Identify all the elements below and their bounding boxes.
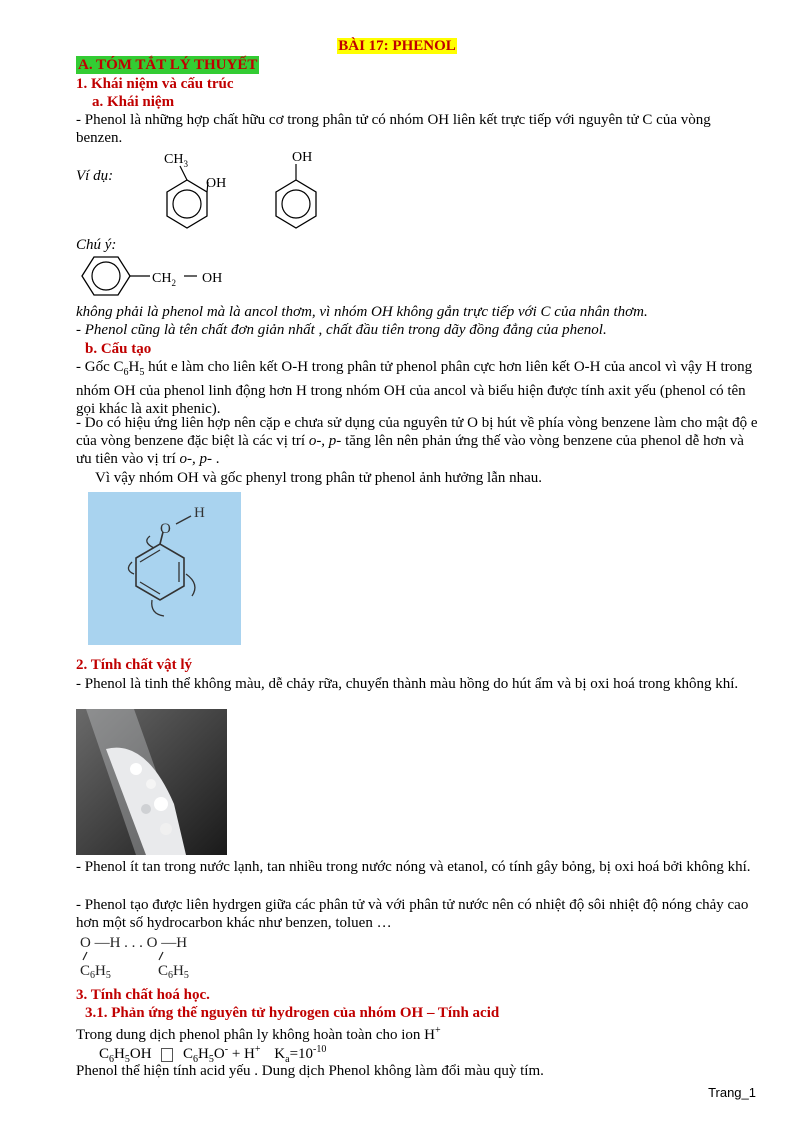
physical-paragraph-2: - Phenol ít tan trong nước lạnh, tan nhiều trong nước nóng và etanol, có tính gây bỏng, bị oxi hoá bởi không khí. <box>76 859 751 875</box>
benzyl-alcohol-structure <box>76 252 256 300</box>
heading-chemical-properties: 3. Tính chất hoá học. <box>76 987 210 1003</box>
dissociation-equation: $C_6H_5OH$ $C_6H_5O^- + H^+$ $K_a=10^{-10}$ <box>99 1044 327 1065</box>
benzyl-oh-label: OH <box>202 271 223 286</box>
definition-text: - Phenol là những hợp chất hữu cơ trong phân tử có nhóm OH liên kết trực tiếp với nguyên tử C của vòng benzen. <box>76 112 711 146</box>
note-text: không phải là phenol mà là ancol thơm, vì nhóm OH không gắn trực tiếp với C của nhân thơm. <box>76 304 648 320</box>
structure-paragraph-1: - Gốc $C_6H_5$ hút e làm cho liên kết O-H trong phân tử phenol phân cực hơn liên kết O-H của ancol vì vậy H trong nhóm OH của phenol linh động hơn H trong nhóm OH của ancol và biểu hiện được tính axit yếu (phenol có tên gọi khác là axit phenic). <box>76 359 753 417</box>
heading-concept: a. Khái niệm <box>92 94 175 110</box>
chemical-paragraph-2: Phenol thể hiện tính acid yếu . Dung dịch Phenol không làm đổi màu quỳ tím. <box>76 1063 544 1079</box>
chemical-paragraph-1: Trong dung dịch phenol phân ly không hoàn toàn cho ion H+ <box>76 1025 441 1043</box>
section-a-heading: A. TÓM TẮT LÝ THUYẾT <box>78 57 258 73</box>
example-label: Ví dụ: <box>76 168 114 184</box>
heading-concept-structure: 1. Khái niệm và cấu trúc <box>76 76 234 92</box>
structure-paragraph-3: Vì vậy nhóm OH và gốc phenyl trong phân tử phenol ảnh hưởng lẫn nhau. <box>95 470 543 486</box>
cresol-structure <box>140 146 240 236</box>
figure-o-label: O <box>160 521 171 537</box>
phenol-oh-label: OH <box>292 150 313 165</box>
ch3-label: $CH_3$ <box>164 152 188 169</box>
page-title: BÀI 17: PHENOL <box>338 38 456 54</box>
physical-paragraph-1: - Phenol là tinh thể không màu, dễ chảy rữa, chuyển thành màu hồng do hút ẩm và bị oxi hoá trong không khí. <box>76 676 739 692</box>
page-number: Trang_1 <box>708 1085 756 1100</box>
heading-structure: b. Cấu tạo <box>85 341 152 357</box>
physical-paragraph-3: - Phenol tạo được liên hydrgen giữa các phân tử và với phân tử nước nên có nhiệt độ sôi nhiệt độ nóng chảy cao hơn một số hydrocarbon khác như benzen, toluen … <box>76 897 749 931</box>
heading-physical-properties: 2. Tính chất vật lý <box>76 657 192 673</box>
hbond-c6h5-right: $C_6H_5$ <box>158 963 189 981</box>
note-text-2: - Phenol cũng là tên chất đơn giản nhất , chất đầu tiên trong dãy đồng đẳng của phenol. <box>76 322 607 338</box>
heading-acid-substitution: 3.1. Phản ứng thế nguyên tử hydrogen của nhóm OH – Tính acid <box>85 1005 500 1021</box>
phenol-crystals-photo <box>76 709 227 855</box>
hbond-c6h5-left: $C_6H_5$ <box>80 963 111 981</box>
equilibrium-arrow-icon <box>161 1048 173 1062</box>
figure-h-label: H <box>194 505 205 521</box>
hydrogen-bond-diagram <box>80 932 220 982</box>
cresol-oh-label: OH <box>206 176 227 191</box>
phenol-structure <box>266 146 326 236</box>
note-label: Chú ý: <box>76 237 117 253</box>
structure-paragraph-2: - Do có hiệu ứng liên hợp nên cặp e chưa sử dụng của nguyên tử O bị hút về phía vòng benzene làm cho mật độ e của vòng benzene đặc biệt là các vị trí o-, p- tăng lên nên phản ứng thế vào vòng benzene của phenol dễ hơn và ưu tiên vào vị trí o-, p- . <box>76 415 758 467</box>
hbond-top-label: O —H . . . O —H <box>80 935 188 951</box>
phenol-resonance-figure <box>88 492 241 645</box>
ch2-label: $CH_2$ <box>152 271 176 288</box>
